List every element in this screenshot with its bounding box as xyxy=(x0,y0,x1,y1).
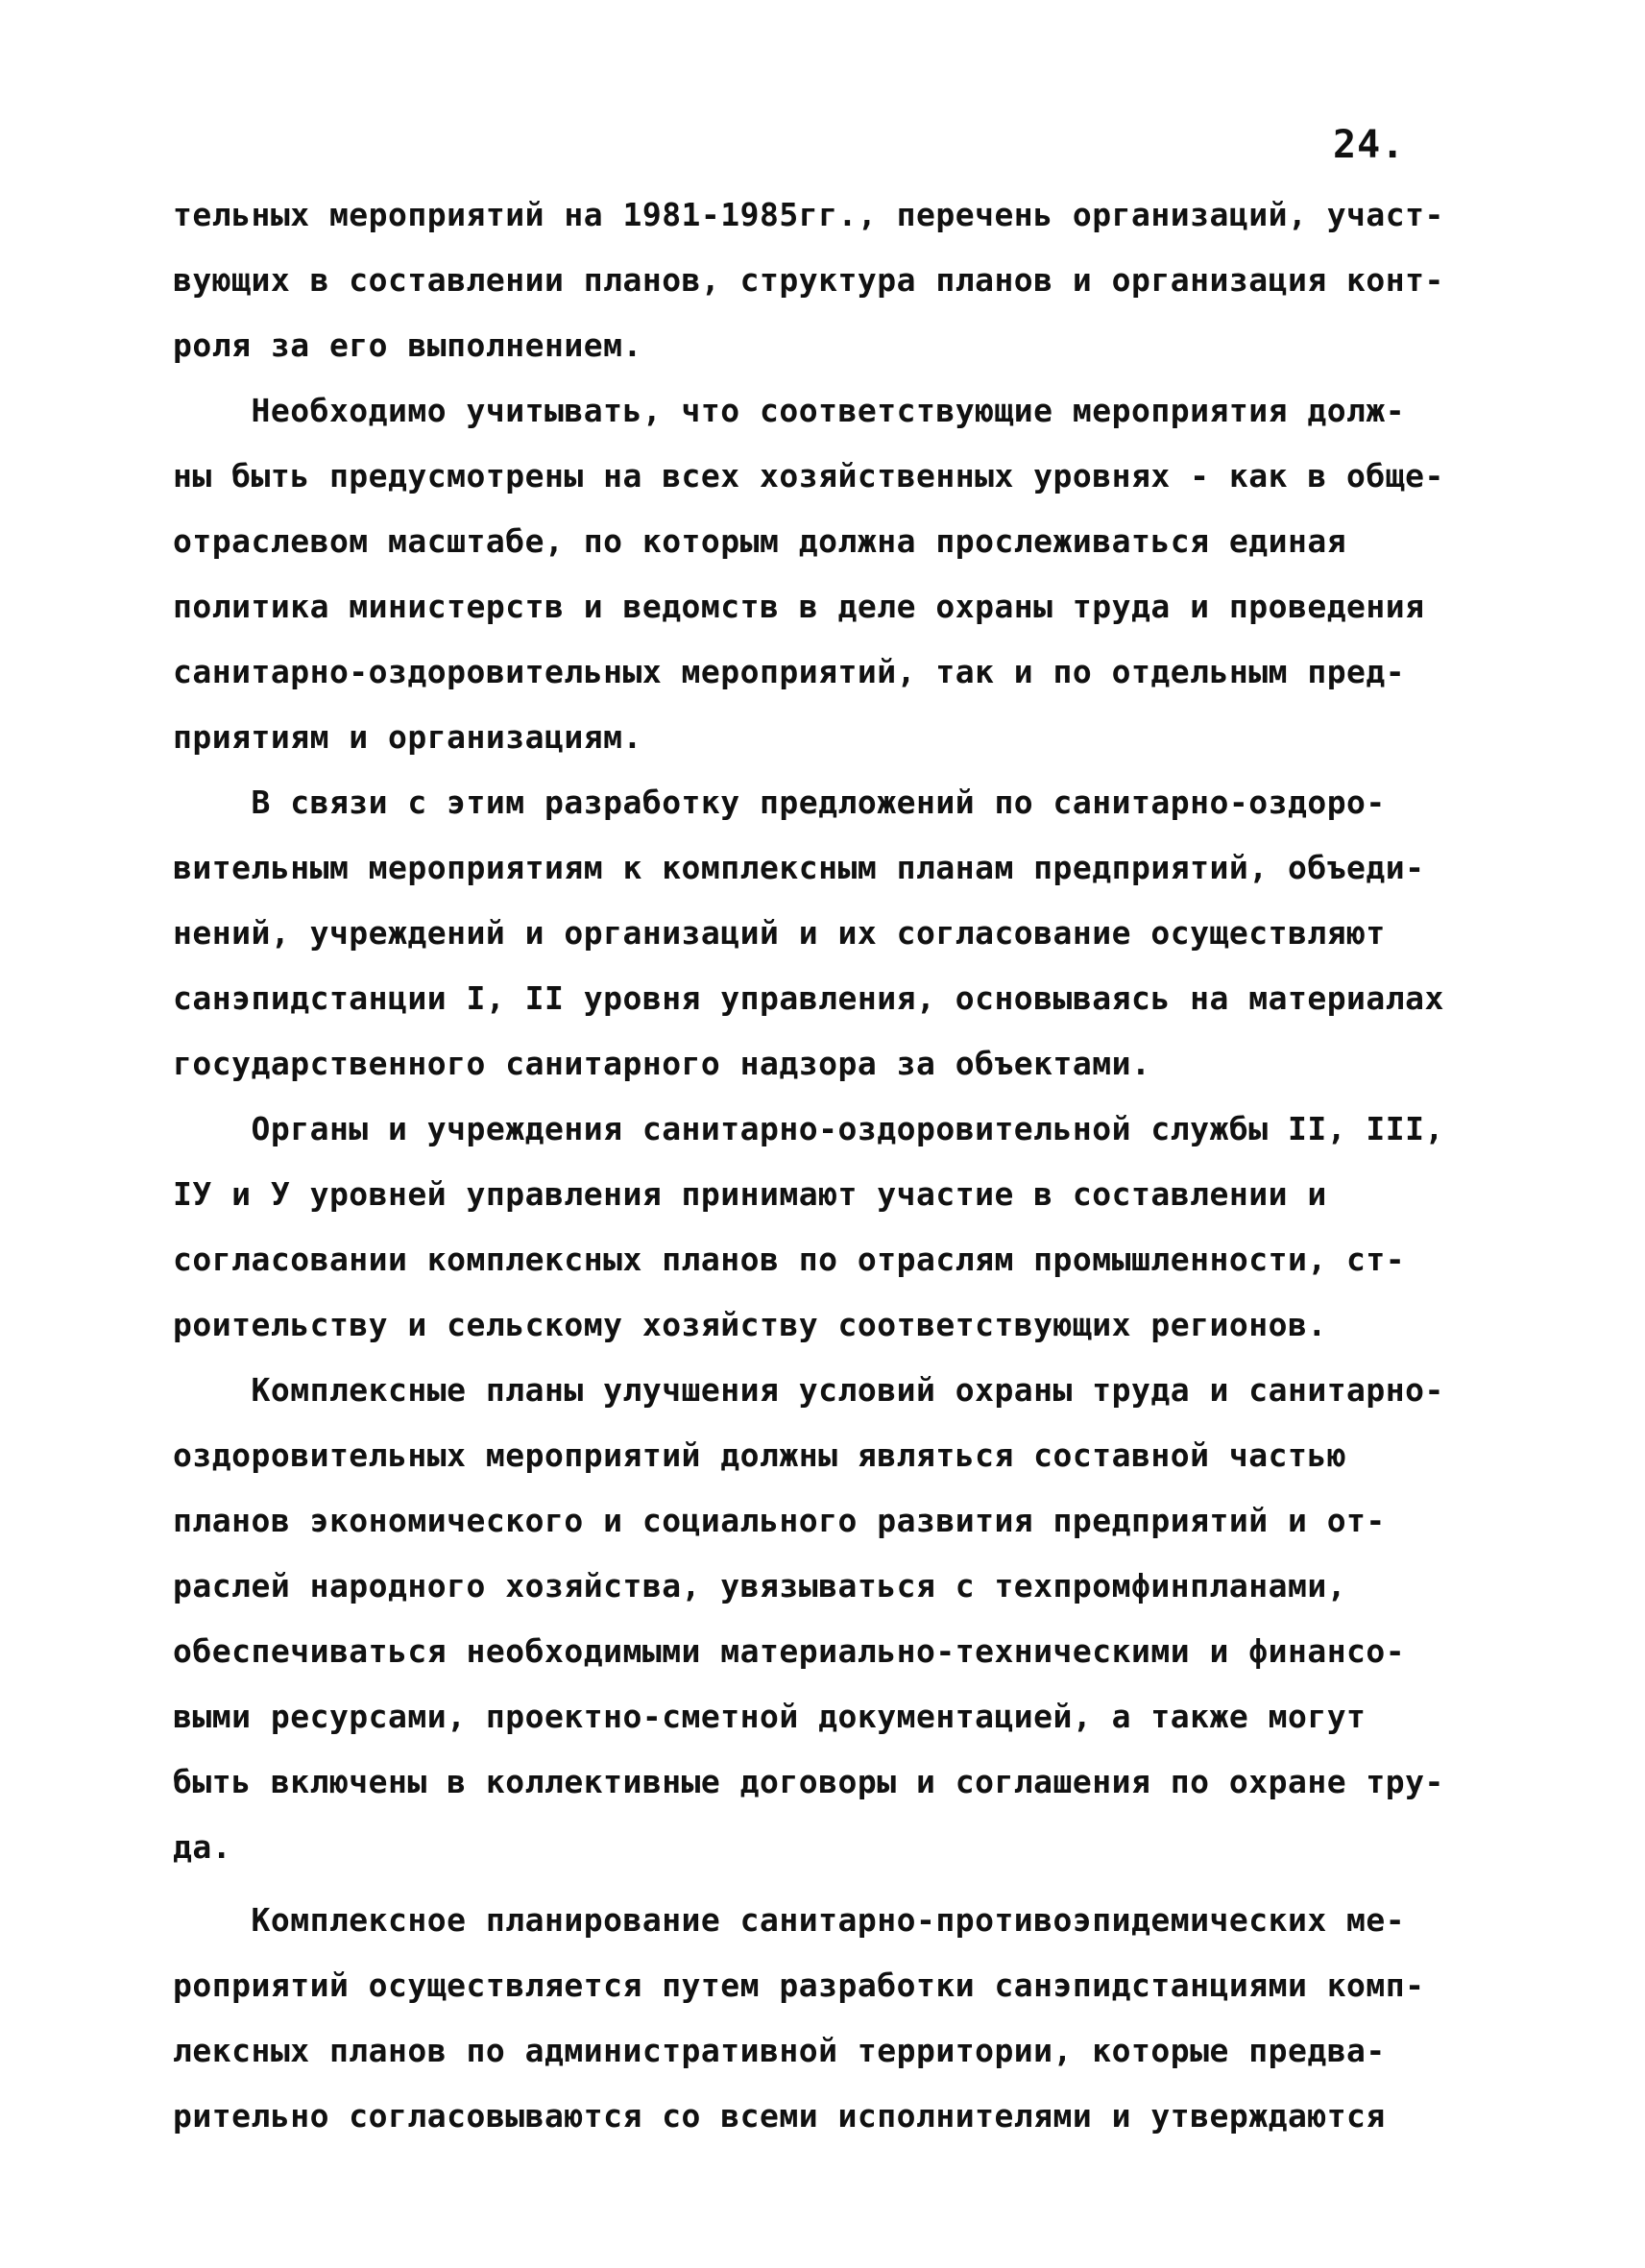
text-line: ны быть предусмотрены на всех хозяйственных уровнях - как в обще- xyxy=(173,457,1444,495)
text-line: роительству и сельскому хозяйству соответствующих регионов. xyxy=(173,1306,1327,1343)
text-line: планов экономического и социального развития предприятий и от- xyxy=(173,1502,1386,1539)
text-line: Комплексные планы улучшения условий охраны труда и санитарно- xyxy=(173,1371,1444,1409)
text-line: Комплексное планирование санитарно-противоэпидемических ме- xyxy=(173,1901,1406,1939)
text-line: государственного санитарного надзора за объектами. xyxy=(173,1045,1151,1082)
page-number: 24. xyxy=(1333,123,1406,167)
text-line: санитарно-оздоровительных мероприятий, так и по отдельным пред- xyxy=(173,653,1406,690)
text-line: обеспечиваться необходимыми материально-техническими и финансо- xyxy=(173,1632,1406,1670)
text-line: согласовании комплексных планов по отраслям промышленности, ст- xyxy=(173,1241,1406,1278)
text-line: да. xyxy=(173,1828,232,1866)
text-line: лексных планов по административной территории, которые предва- xyxy=(173,2032,1386,2069)
text-line: рительно согласовываются со всеми исполнителями и утверждаются xyxy=(173,2097,1386,2135)
text-line: оздоровительных мероприятий должны являться составной частью xyxy=(173,1436,1347,1474)
text-line: выми ресурсами, проектно-сметной документацией, а также могут xyxy=(173,1698,1367,1735)
text-line: вительным мероприятиям к комплексным планам предприятий, объеди- xyxy=(173,849,1425,886)
text-line: нений, учреждений и организаций и их согласование осуществляют xyxy=(173,914,1386,952)
text-line: раслей народного хозяйства, увязываться с техпромфинпланами, xyxy=(173,1567,1347,1604)
text-line: политика министерств и ведомств в деле охраны труда и проведения xyxy=(173,588,1425,625)
text-line: вующих в составлении планов, структура планов и организация конт- xyxy=(173,261,1444,299)
text-line: В связи с этим разработку предложений по санитарно-оздоро- xyxy=(173,784,1386,821)
text-line: Необходимо учитывать, что соответствующие мероприятия долж- xyxy=(173,392,1406,429)
text-line: приятиям и организациям. xyxy=(173,718,642,756)
text-line: роприятий осуществляется путем разработки санэпидстанциями комп- xyxy=(173,1966,1425,2004)
text-line: IУ и У уровней управления принимают участие в составлении и xyxy=(173,1175,1327,1213)
text-line: тельных мероприятий на 1981-1985гг., перечень организаций, участ- xyxy=(173,196,1444,233)
text-line: быть включены в коллективные договоры и соглашения по охране тру- xyxy=(173,1763,1444,1800)
text-line: санэпидстанции I, II уровня управления, основываясь на материалах xyxy=(173,979,1444,1017)
text-line: Органы и учреждения санитарно-оздоровительной службы II, III, xyxy=(173,1110,1444,1147)
text-line: отраслевом масштабе, по которым должна прослеживаться единая xyxy=(173,522,1347,560)
text-line: роля за его выполнением. xyxy=(173,326,642,364)
